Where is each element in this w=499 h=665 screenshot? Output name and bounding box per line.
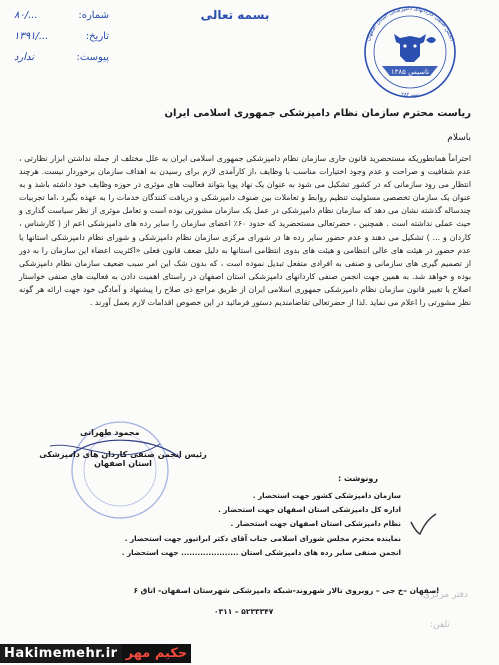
footer-address: اصفهان –خ جی – روبروی تالار شهروند-شبکه دامپزشکی شهرستان اصفهان- اتاق ۶ bbox=[133, 586, 439, 595]
logo-arc-text: انجمن صنفی کاردانهای دامپزشکی استان اصفهان bbox=[365, 5, 455, 42]
attachment-label: پیوست: bbox=[76, 52, 109, 63]
office-label: دفتر مرکزی: bbox=[420, 590, 468, 600]
letter-body: احتراماً همانطوریکه مستحضرید قانون جاری سازمان نظام دامپزشکی جمهوری اسلامی ایران به علل مختلف از جمله نداشتن ابزار نظارتی ، عدم شفافیت و صراحت و عدم وجود اختیارات مناسب با وظایف ،از کارآمدی لازم برای رسیدن به اهداف سازمان برخوردار نیست. هرچند انتظار می رود سازمانی که در کشور تشکیل می شود به عنوان یک نهاد پویا بتواند فعالیت های موثری در حوزه وظایف خود داشته باشد و به عنوان یک سازمان تخصصی مسئولیت تنظیم روابط و تعاملات بین صنوف دامپزشکی و دریافت کنندگان خدمات را به عهده بگیرد ،اما تجربیات چندساله گذشته نشان می دهد که سازمان نظام دامپزشکی در عمل یک سازمان مشورتی بوده است و تعامل موثری از نظر سیاست گذاری و حیث عملی نداشته است . همچنین ، حضرتعالی مستحضرید که حدود ۶۰٪ اعضای سازمان را سایر رده های دامپزشکی اعم از ( کارشناس ، کاردان و ... ) تشکیل می دهند و عدم حضور سایر رده ها در شورای مرکزی سازمان نظام دامپزشکی و شورای نظام دامپزشکی استانها یا عدم حضور در هیئت های عالی انتظامی و هیئت های بدوی انتظامی استانها به دلیل ضعف قانون فعلی «اکثریت اعضاء این سازمان را به دور از تصمیم گیری های سازمانی و صنفی به افرادی منفعل تبدیل نموده است ، که بدون شک این امر سبب ضعیف سازمان نظام دامپزشکی بوده و خواهد شد. به همین جهت انجمن صنفی کاردانهای دامپزشکی استان اصفهان در راستای اهمیت دادن به فعالیت های صنفی خواستار اصلاح یا تغییر قانون سازمان نظام دامپزشکی جمهوری اسلامی ایران از طریق مراجع ذی صلاح را پیشنهاد و آمادگی خود جهت ارائه هر گونه نظر مشورتی را اعلام می نماید .لذا از حضرتعالی تقاضامندیم دستور فرمائید در این خصوص اقدامات لازم بعمل آورند . bbox=[19, 154, 471, 308]
date-row bbox=[14, 31, 109, 42]
phone-label: تلفن: bbox=[430, 620, 450, 630]
signatory-name: محمود طهرانی bbox=[80, 428, 140, 437]
attachment-value: ندارد bbox=[14, 52, 35, 63]
footer-phone: ۰۳۱۱ – ۵۲۳۳۳۴۷ bbox=[214, 607, 274, 616]
number-row bbox=[14, 10, 109, 21]
signatory-title: رئیس انجمن صنفی کاردان های دامپزشکی استان اصفهان bbox=[39, 450, 207, 468]
salutation: باسلام bbox=[447, 133, 471, 143]
date-value: ۱۳۹۱/... bbox=[14, 31, 49, 42]
cc-title: رونوشت : bbox=[338, 474, 378, 483]
attachment-row bbox=[14, 52, 109, 63]
cc-item: اداره کل دامپزشکی استان اصفهان جهت استحضار . bbox=[218, 505, 401, 515]
date-label: تاریخ: bbox=[85, 31, 109, 42]
letter-meta bbox=[14, 10, 109, 73]
watermark-name: حکیم مهر bbox=[122, 644, 192, 663]
cc-item: سازمان دامپزشکی کشور جهت استحضار . bbox=[252, 491, 401, 500]
cc-item: نظام دامپزشکی استان اصفهان جهت استحضار . bbox=[230, 519, 401, 529]
site-watermark bbox=[0, 641, 191, 665]
cc-item: نماینده محترم مجلس شورای اسلامی جناب آقای دکتر ابراتیور جهت استحضار . bbox=[124, 533, 401, 543]
addressee: ریاست محترم سازمان نظام دامپزشکی جمهوری اسلامی ایران bbox=[164, 108, 471, 119]
bird-icon bbox=[426, 37, 436, 43]
cc-item: انجمن صنفی سایر رده های دامپزشکی استان ..................... جهت استحضار . bbox=[121, 547, 401, 557]
checkmark-icon bbox=[408, 512, 438, 538]
logo-registration: ثبت ۲۸۲ bbox=[401, 92, 419, 98]
bismillah-heading: بسمه تعالی bbox=[200, 8, 270, 22]
number-label: شماره: bbox=[78, 10, 109, 21]
cc-list bbox=[41, 489, 401, 560]
logo-founded: تاسیس ۱۳۸۵ bbox=[390, 68, 430, 76]
cow-head-icon bbox=[394, 34, 426, 62]
watermark-site: Hakimemehr.ir bbox=[0, 644, 122, 663]
association-logo bbox=[350, 0, 470, 100]
number-value: ۸۰/... bbox=[14, 10, 38, 21]
